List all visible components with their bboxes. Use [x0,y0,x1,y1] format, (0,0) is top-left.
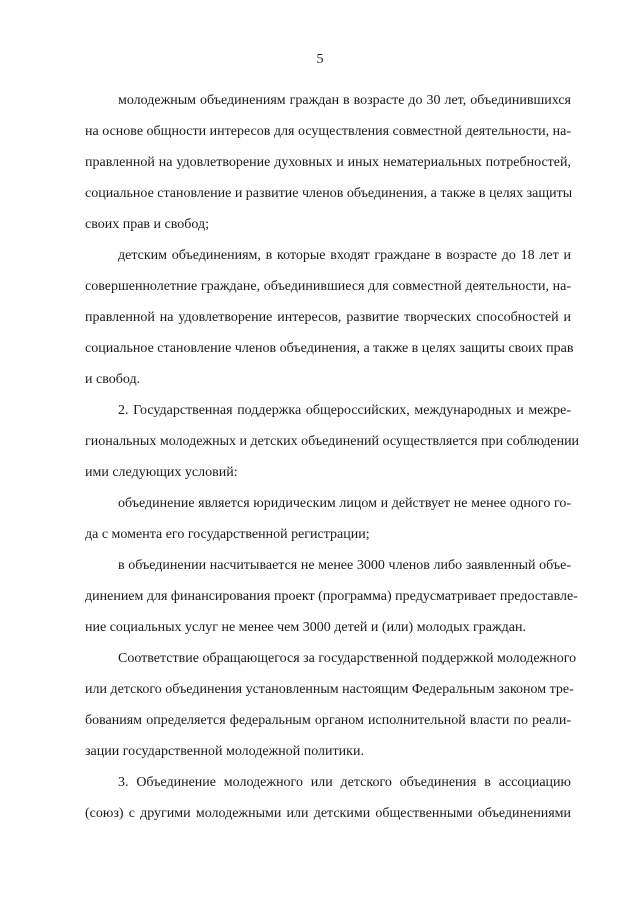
text-line: своих прав и свобод; [85,217,209,232]
text-line: Соответствие обращающегося за государственной поддержкой молодежного [118,651,577,666]
text-line: социальное становление и развитие членов объединения, а также в целях защиты [85,186,573,201]
text-line: объединение является юридическим лицом и действует не менее одного го- [118,496,571,511]
text-line: 2. Государственная поддержка общероссийских, международных и межре- [118,403,571,418]
text-line: правленной на удовлетворение духовных и иных нематериальных потребностей, [85,155,571,170]
text-line: совершеннолетние граждане, объединившиеся для совместной деятельности, на- [85,279,571,294]
text-line: бованиям определяется федеральным органом исполнительной власти по реали- [85,713,571,728]
text-line: правленной на удовлетворение интересов, развитие творческих способностей и [85,310,571,325]
text-line: или детского объединения установленным настоящим Федеральным законом тре- [85,682,574,697]
text-line: гиональных молодежных и детских объединений осуществляется при соблюдении [85,434,580,449]
text-line: (союз) с другими молодежными или детскими общественными объединениями [85,806,571,821]
text-line: молодежным объединениям граждан в возрасте до 30 лет, объединившихся [118,93,571,108]
text-line: динением для финансирования проект (программа) предусматривает предоставле- [85,589,578,604]
text-line: да с момента его государственной регистрации; [85,527,370,542]
text-line: на основе общности интересов для осуществления совместной деятельности, на- [85,124,571,139]
page-number: 5 [316,52,324,67]
text-line: ние социальных услуг не менее чем 3000 детей и (или) молодых граждан. [85,620,526,635]
text-line: в объединении насчитывается не менее 3000 членов либо заявленный объе- [118,558,571,573]
text-line: ими следующих условий: [85,465,238,480]
text-line: социальное становление членов объединения, а также в целях защиты своих прав [85,341,574,356]
text-line: детским объединениям, в которые входят граждане в возрасте до 18 лет и [118,248,571,263]
text-line: 3. Объединение молодежного или детского объединения в ассоциацию [118,775,571,790]
text-line: зации государственной молодежной политики. [85,744,364,759]
text-line: и свобод. [85,372,141,387]
